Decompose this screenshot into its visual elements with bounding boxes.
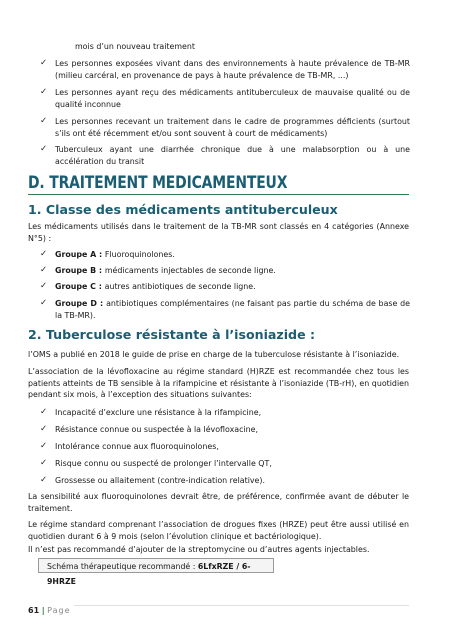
list-item: ✓ Groupe D : antibiotiques complémentaires (ne faisant pas partie du schéma de base de la TB-MR). — [40, 298, 410, 320]
paragraph: Les médicaments utilisés dans le traitement de la TB-MR sont classés en 4 catégories (Annexe N°5) : — [28, 222, 409, 243]
list-item: ✓ Groupe C : autres antibiotiques de seconde ligne. — [40, 281, 256, 291]
checkmark-icon: ✓ — [40, 407, 48, 417]
checkmark-icon: ✓ — [40, 144, 48, 154]
paragraph: Le régime standard comprenant l’association de drogues fixes (HRZE) peut être aussi utilisé en quotidien durant 6 à 9 mois (selon l’évolution clinique et bactériologique). — [28, 520, 409, 541]
checkmark-icon: ✓ — [40, 265, 48, 275]
list-item: ✓ Tuberculeux ayant une diarrhée chronique due à une malabsorption ou à une accélération du transit — [40, 144, 410, 166]
checkmark-icon: ✓ — [40, 281, 48, 291]
checkmark-icon: ✓ — [40, 116, 48, 126]
page-word: Page — [47, 606, 71, 615]
checkmark-icon: ✓ — [40, 298, 48, 308]
list-item: ✓ Résistance connue ou suspectée à la lévofloxacine, — [40, 424, 259, 434]
page-number: 61 — [28, 606, 40, 615]
paragraph: l’OMS a publié en 2018 le guide de prise en charge de la tuberculose résistante à l’isoniazide. — [28, 350, 400, 359]
list-item: ✓ Les personnes ayant reçu des médicaments antituberculeux de mauvaise qualité ou de qualité inconnue — [40, 87, 410, 109]
section-divider — [28, 194, 409, 195]
page-footer — [28, 606, 71, 615]
section-title: D. TRAITEMENT MEDICAMENTEUX — [28, 173, 288, 193]
checkmark-icon: ✓ — [40, 475, 48, 485]
list-item: ✓ Groupe B : médicaments injectables de seconde ligne. — [40, 265, 276, 275]
checkmark-icon: ✓ — [40, 87, 48, 97]
checkmark-icon: ✓ — [40, 249, 48, 259]
checkmark-icon: ✓ — [40, 441, 48, 451]
paragraph: L’association de la lévofloxacine au régime standard (H)RZE est recommandée chez tous les patients atteints de TB sensible à la rifampicine et résistante à l’isoniazide (TB-rH), en quotidien pendant six mois, à l’exception des situations suivantes: — [28, 367, 409, 400]
list-item: ✓ Intolérance connue aux fluoroquinolones, — [40, 441, 219, 451]
list-item: ✓ Risque connu ou suspecté de prolonger l’intervalle QT, — [40, 458, 272, 468]
checkmark-icon: ✓ — [40, 424, 48, 434]
list-item: ✓ Les personnes recevant un traitement dans le cadre de programmes déficients (surtout s’ils ont été récemment et/ou sont souvent à court de médicaments) — [40, 116, 410, 138]
list-item: ✓ Les personnes exposées vivant dans des environnements à haute prévalence de TB-MR (milieu carcéral, en provenance de pays à haute prévalence de TB-MR, ...) — [40, 58, 410, 80]
list-item: ✓ Incapacité d’exclure une résistance à la rifampicine, — [40, 407, 262, 417]
checkmark-icon: ✓ — [40, 458, 48, 468]
list-item: ✓ Grossesse ou allaitement (contre-indication relative). — [40, 475, 266, 485]
paragraph: La sensibilité aux fluoroquinolones devrait être, de préférence, confirmée avant de débuter le traitement. — [28, 492, 409, 513]
footer-separator: | — [41, 606, 45, 615]
footer-divider — [74, 605, 409, 606]
checkmark-icon: ✓ — [40, 58, 48, 68]
continuation-text: mois d’un nouveau traitement — [75, 42, 196, 51]
subsection-heading: 2. Tuberculose résistante à l’isoniazide : — [28, 327, 316, 342]
paragraph: Il n’est pas recommandé d’ajouter de la streptomycine ou d’autres agents injectables. — [28, 545, 370, 554]
list-item: ✓ Groupe A : Fluoroquinolones. — [40, 249, 175, 259]
subsection-heading: 1. Classe des médicaments antituberculeux — [28, 202, 338, 217]
regimen-box: Schéma thérapeutique recommandé : 6LfxRZE / 6-9HRZE — [38, 558, 274, 573]
